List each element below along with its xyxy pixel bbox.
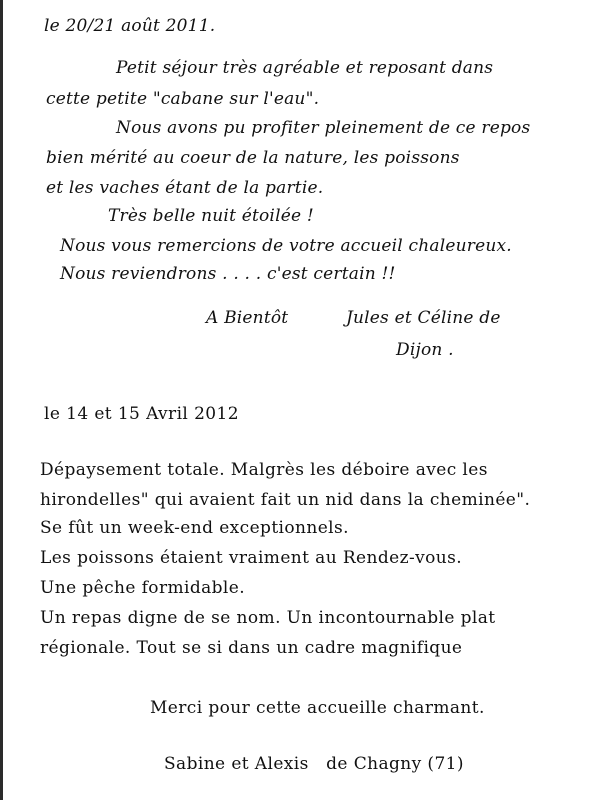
signature: Sabine et Alexis de Chagny (71)	[164, 754, 464, 774]
entry-text-line: Nous vous remercions de votre accueil chaleureux.	[60, 236, 512, 256]
entry-text-line: Dépaysement totale. Malgrès les déboire avec les	[40, 460, 488, 480]
entry-text-line: Se fût un week-end exceptionnels.	[40, 518, 349, 538]
entry-text-line: cette petite "cabane sur l'eau".	[46, 89, 320, 109]
signature: Jules et Céline de	[346, 308, 501, 328]
page-edge	[0, 0, 3, 800]
entry-text-line: Petit séjour très agréable et reposant dans	[116, 58, 494, 78]
entry-text-line: et les vaches étant de la partie.	[46, 178, 324, 198]
entry-text-line: régionale. Tout se si dans un cadre magnifique	[40, 638, 463, 658]
entry-text-line: Les poissons étaient vraiment au Rendez-vous.	[40, 548, 463, 568]
entry-date: le 20/21 août 2011.	[44, 16, 216, 36]
entry-date: le 14 et 15 Avril 2012	[44, 404, 239, 424]
thanks-text: Merci pour cette accueille charmant.	[150, 698, 485, 718]
entry-text-line: Nous reviendrons . . . . c'est certain !!	[60, 264, 396, 284]
entry-text-line: Une pêche formidable.	[40, 578, 246, 598]
entry-text-line: Un repas digne de se nom. Un incontournable plat	[40, 608, 496, 628]
entry-text-line: bien mérité au coeur de la nature, les poissons	[46, 148, 460, 168]
entry-text-line: hirondelles" qui avaient fait un nid dans la cheminée".	[40, 490, 531, 510]
entry-text-line: Nous avons pu profiter pleinement de ce repos	[116, 118, 531, 138]
signature-city: Dijon .	[396, 340, 454, 360]
closing-text: A Bientôt	[206, 308, 289, 328]
entry-text-line: Très belle nuit étoilée !	[108, 206, 314, 226]
